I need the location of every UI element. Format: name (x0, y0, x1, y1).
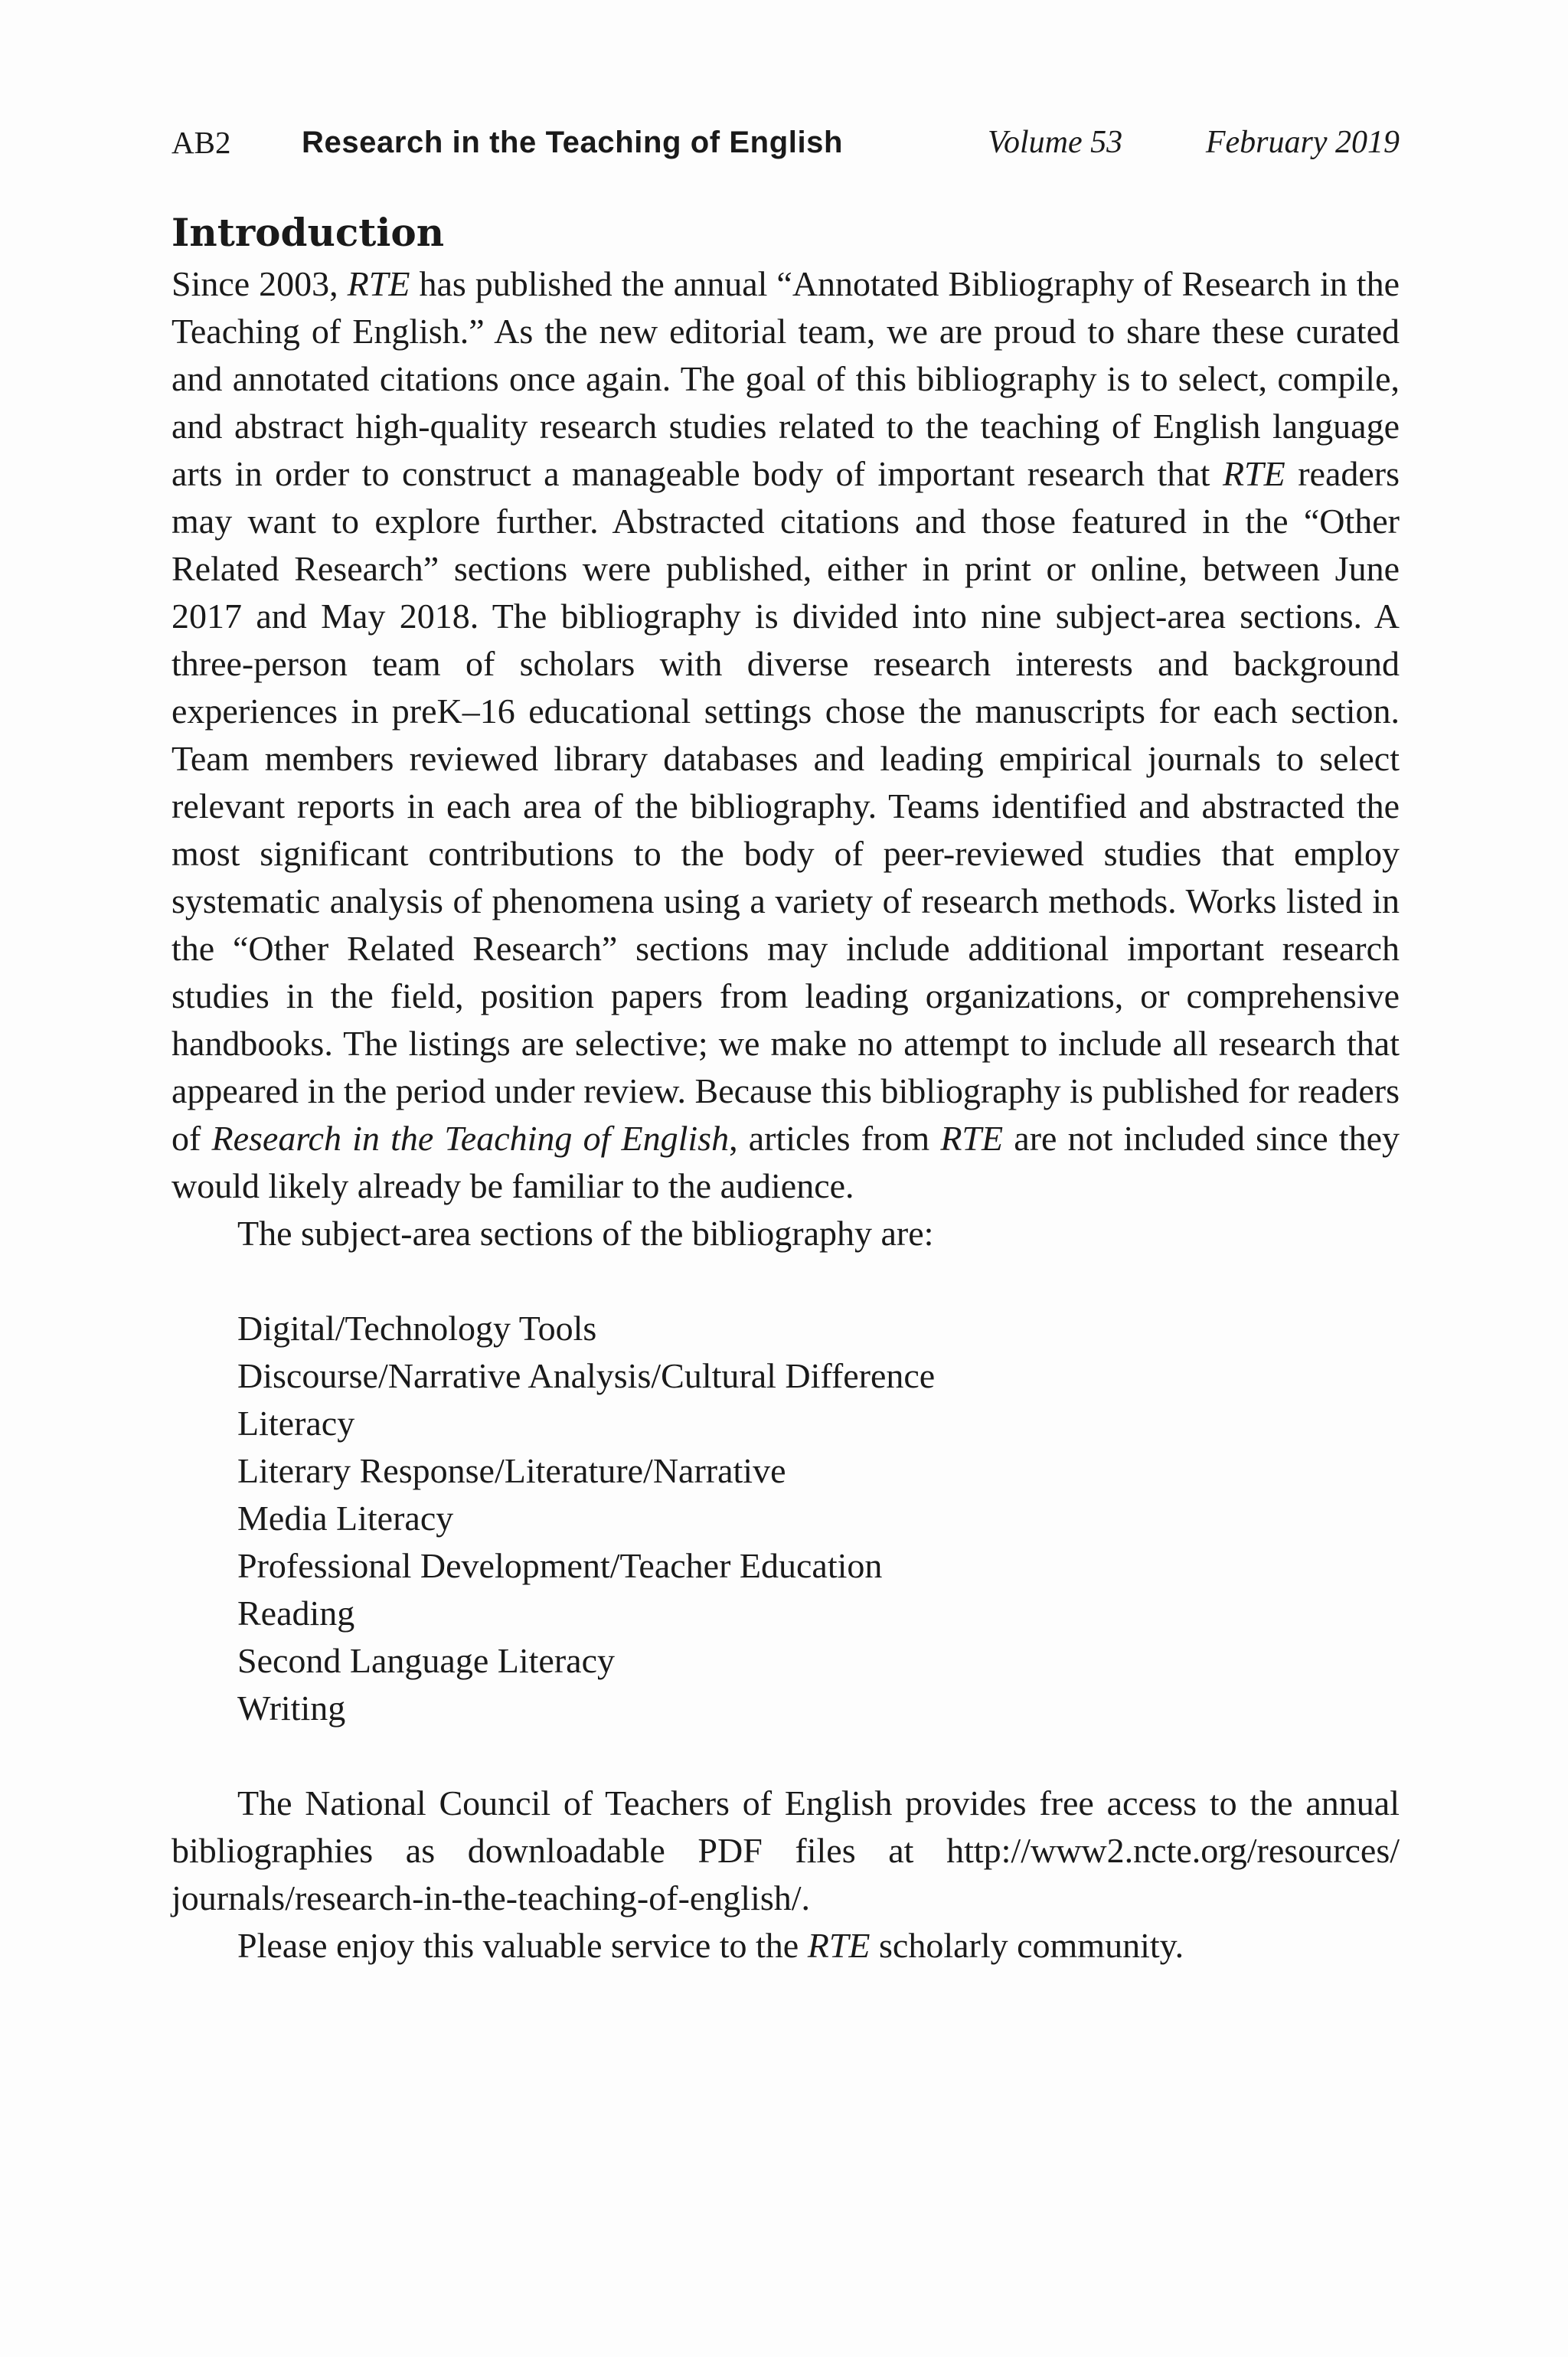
text-run: scholarly community. (870, 1926, 1184, 1965)
journal-abbrev: RTE (807, 1926, 871, 1965)
intro-paragraph (172, 260, 1400, 1210)
issue-date: February 2019 (1205, 125, 1400, 160)
text-run: Please enjoy this valuable service to the (237, 1926, 808, 1965)
running-head (172, 119, 1400, 165)
journal-abbrev: RTE (1222, 454, 1285, 493)
subject-area-item: Discourse/Narrative Analysis/Cultural Difference (237, 1356, 936, 1395)
text-run: Since 2003, (172, 264, 348, 303)
subject-area-item: Reading (237, 1594, 355, 1633)
subject-area-item: Media Literacy (237, 1499, 454, 1538)
journal-title: Research in the Teaching of English (302, 126, 844, 159)
text-run: has published the annual “Annotated Bibliography of Research in the Teaching of English.” As the new editorial team, we are proud to share these curated and annotated citations once again. The goal of this bibliography is to select, compile, and abstract high-quality research studies related to the teaching of English language arts in order to construct a manageable body of important research that (172, 264, 1400, 493)
subject-areas-intro: The subject-area sections of the bibliography are: (237, 1214, 934, 1253)
subject-area-item: Professional Development/Teacher Education (237, 1546, 883, 1585)
journal-abbrev: RTE (347, 264, 410, 303)
volume-label: Volume 53 (988, 125, 1123, 160)
journal-abbrev: RTE (940, 1119, 1004, 1158)
subject-area-item: Digital/Technology Tools (237, 1309, 597, 1348)
text-run: are not included since they would likely already be familiar to the audience. (172, 1119, 1400, 1205)
subject-area-item: Writing (237, 1688, 346, 1728)
subject-area-item: Literacy (237, 1404, 355, 1443)
ncte-access-paragraph: The National Council of Teachers of English provides free access to the annual bibliographies as downloadable PDF files at http://www2.ncte.org/resources/​journals/research-in-the-teaching-of-english/. (172, 1783, 1400, 1917)
subject-area-item: Literary Response/Literature/Narrative (237, 1451, 786, 1490)
section-heading: Introduction (172, 210, 445, 255)
closing-paragraph (172, 1922, 1400, 1970)
subject-area-list (237, 1305, 1400, 1732)
text-run: , articles from (729, 1119, 941, 1158)
text-run: readers may want to explore further. Abstracted citations and those featured in the “Other Related Research” sections were published, either in print or online, between June 2017 and May 2018. The bibliography is divided into nine subject-area sections. A three-person team of scholars with diverse research interests and background experiences in preK–16 educational settings chose the manuscripts for each section. Team members reviewed library databases and leading empirical journals to select relevant reports in each area of the bibliography. Teams identified and abstracted the most significant contributions to the body of peer-reviewed studies that employ systematic analysis of phenomena using a variety of research methods. Works listed in the “Other Related Research” sections may include additional important research studies in the field, position papers from leading organizations, or comprehensive handbooks. The listings are selective; we make no attempt to include all research that appeared in the period under review. Because this bibliography is published for readers of (172, 454, 1400, 1158)
journal-name-italic: Research in the Teaching of English (211, 1119, 730, 1158)
page-number: AB2 (172, 125, 231, 160)
subject-area-item: Second Language Literacy (237, 1641, 615, 1680)
article-body (172, 205, 1400, 1970)
